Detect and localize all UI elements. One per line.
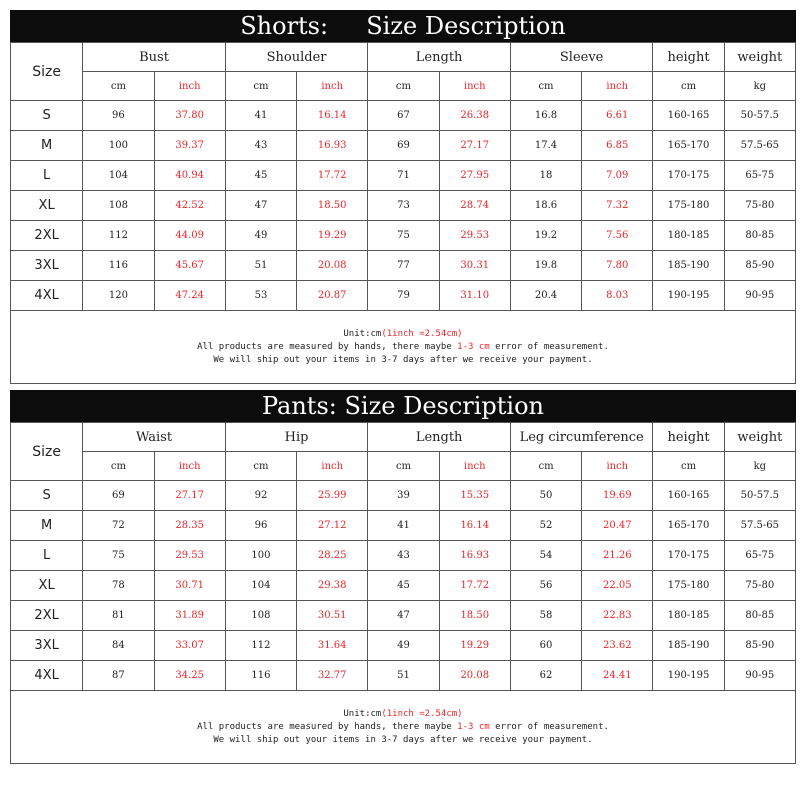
table-cell: 18.50 <box>439 601 510 631</box>
table-cell: 175-180 <box>653 571 724 601</box>
table-cell: 16.14 <box>439 511 510 541</box>
column-group-header: Shoulder <box>225 43 368 72</box>
table-cell: 33.07 <box>154 631 225 661</box>
table-cell: 45 <box>225 161 296 191</box>
table-row <box>11 251 796 281</box>
table-cell: 43 <box>225 131 296 161</box>
unit-header: cm <box>83 72 154 101</box>
table-cell: 96 <box>225 511 296 541</box>
column-group-header: height <box>653 43 724 72</box>
table-cell: 57.5-65 <box>724 131 795 161</box>
table-cell: 80-85 <box>724 221 795 251</box>
table-cell: 34.25 <box>154 661 225 691</box>
size-label: M <box>11 131 83 161</box>
unit-conversion: (1inch =2.54cm) <box>381 328 463 339</box>
table-cell: 20.47 <box>582 511 653 541</box>
table-cell: 39.37 <box>154 131 225 161</box>
size-label: L <box>11 161 83 191</box>
size-label: S <box>11 481 83 511</box>
table-cell: 112 <box>83 221 154 251</box>
table-cell: 116 <box>225 661 296 691</box>
table-cell: 26.38 <box>439 101 510 131</box>
table-cell: 56 <box>510 571 581 601</box>
table-cell: 20.87 <box>297 281 368 311</box>
size-label: L <box>11 541 83 571</box>
measurement-disclaimer <box>11 341 795 354</box>
header-row <box>11 43 796 72</box>
table-cell: 80-85 <box>724 601 795 631</box>
table-row <box>11 541 796 571</box>
table-cell: 170-175 <box>653 541 724 571</box>
shipping-note: We will ship out your items in 3-7 days after we receive your payment. <box>213 734 593 745</box>
table-cell: 17.72 <box>297 161 368 191</box>
unit-header: cm <box>510 452 581 481</box>
table-cell: 43 <box>368 541 439 571</box>
table-row <box>11 481 796 511</box>
table-cell: 18.6 <box>510 191 581 221</box>
table-cell: 67 <box>368 101 439 131</box>
pants-size-table <box>10 422 796 764</box>
unit-header: kg <box>724 72 795 101</box>
table-cell: 17.72 <box>439 571 510 601</box>
column-group-header: Bust <box>83 43 226 72</box>
table-cell: 65-75 <box>724 541 795 571</box>
table-cell: 85-90 <box>724 631 795 661</box>
size-label: 3XL <box>11 251 83 281</box>
header-row <box>11 423 796 452</box>
table-row <box>11 161 796 191</box>
unit-header: inch <box>582 72 653 101</box>
table-cell: 49 <box>225 221 296 251</box>
table-cell: 180-185 <box>653 221 724 251</box>
table-cell: 69 <box>83 481 154 511</box>
table-cell: 79 <box>368 281 439 311</box>
disclaimer-text-c: error of measurement. <box>489 341 609 352</box>
table-cell: 51 <box>368 661 439 691</box>
table-cell: 7.09 <box>582 161 653 191</box>
table-cell: 54 <box>510 541 581 571</box>
size-label: 2XL <box>11 221 83 251</box>
table-cell: 90-95 <box>724 661 795 691</box>
table-cell: 28.35 <box>154 511 225 541</box>
table-cell: 28.25 <box>297 541 368 571</box>
table-cell: 160-165 <box>653 481 724 511</box>
unit-header: cm <box>368 72 439 101</box>
table-cell: 100 <box>83 131 154 161</box>
unit-header: cm <box>510 72 581 101</box>
table-cell: 44.09 <box>154 221 225 251</box>
unit-header: cm <box>83 452 154 481</box>
table-row <box>11 661 796 691</box>
table-cell: 6.85 <box>582 131 653 161</box>
table-row <box>11 511 796 541</box>
table-cell: 92 <box>225 481 296 511</box>
table-cell: 27.95 <box>439 161 510 191</box>
table-cell: 50-57.5 <box>724 481 795 511</box>
table-cell: 27.17 <box>439 131 510 161</box>
size-header: Size <box>11 423 83 481</box>
table-cell: 7.80 <box>582 251 653 281</box>
unit-header: cm <box>653 72 724 101</box>
table-cell: 71 <box>368 161 439 191</box>
table-cell: 75-80 <box>724 571 795 601</box>
unit-header: cm <box>653 452 724 481</box>
column-group-header: height <box>653 423 724 452</box>
table-cell: 60 <box>510 631 581 661</box>
unit-header: kg <box>724 452 795 481</box>
table-cell: 19.2 <box>510 221 581 251</box>
column-group-header: Length <box>368 43 511 72</box>
table-cell: 53 <box>225 281 296 311</box>
table-cell: 190-195 <box>653 281 724 311</box>
unit-header: inch <box>582 452 653 481</box>
table-cell: 30.51 <box>297 601 368 631</box>
table-cell: 175-180 <box>653 191 724 221</box>
table-row <box>11 631 796 661</box>
table-cell: 77 <box>368 251 439 281</box>
shipping-note: We will ship out your items in 3-7 days after we receive your payment. <box>213 354 593 365</box>
table-cell: 6.61 <box>582 101 653 131</box>
table-cell: 41 <box>225 101 296 131</box>
size-label: 4XL <box>11 661 83 691</box>
table-cell: 19.29 <box>439 631 510 661</box>
shorts-size-chart <box>10 10 796 384</box>
disclaimer-text-a: All products are measured by hands, there maybe <box>197 341 458 352</box>
note-row <box>11 311 796 384</box>
table-row <box>11 131 796 161</box>
table-cell: 42.52 <box>154 191 225 221</box>
note-row <box>11 691 796 764</box>
unit-header: inch <box>297 72 368 101</box>
table-cell: 47 <box>368 601 439 631</box>
table-cell: 30.71 <box>154 571 225 601</box>
shorts-title: Shorts: Size Description <box>10 10 796 42</box>
table-cell: 22.83 <box>582 601 653 631</box>
size-label: S <box>11 101 83 131</box>
unit-header: cm <box>368 452 439 481</box>
table-cell: 31.89 <box>154 601 225 631</box>
table-cell: 65-75 <box>724 161 795 191</box>
table-cell: 170-175 <box>653 161 724 191</box>
table-row <box>11 221 796 251</box>
table-cell: 73 <box>368 191 439 221</box>
table-cell: 40.94 <box>154 161 225 191</box>
table-cell: 24.41 <box>582 661 653 691</box>
table-cell: 17.4 <box>510 131 581 161</box>
table-cell: 100 <box>225 541 296 571</box>
table-cell: 50-57.5 <box>724 101 795 131</box>
table-cell: 75 <box>368 221 439 251</box>
table-cell: 185-190 <box>653 631 724 661</box>
table-cell: 81 <box>83 601 154 631</box>
table-cell: 19.69 <box>582 481 653 511</box>
table-cell: 32.77 <box>297 661 368 691</box>
table-cell: 16.93 <box>297 131 368 161</box>
pants-size-chart <box>10 390 796 764</box>
unit-text: Unit:cm <box>343 708 382 719</box>
table-cell: 160-165 <box>653 101 724 131</box>
unit-row <box>11 452 796 481</box>
table-cell: 116 <box>83 251 154 281</box>
table-cell: 180-185 <box>653 601 724 631</box>
table-cell: 96 <box>83 101 154 131</box>
table-cell: 52 <box>510 511 581 541</box>
size-label: 2XL <box>11 601 83 631</box>
table-cell: 90-95 <box>724 281 795 311</box>
table-row <box>11 601 796 631</box>
unit-note <box>11 708 795 721</box>
table-cell: 18.50 <box>297 191 368 221</box>
unit-conversion: (1inch =2.54cm) <box>381 708 463 719</box>
table-row <box>11 281 796 311</box>
measurement-disclaimer <box>11 721 795 734</box>
table-cell: 23.62 <box>582 631 653 661</box>
unit-header: inch <box>154 452 225 481</box>
unit-header: inch <box>439 452 510 481</box>
table-cell: 16.93 <box>439 541 510 571</box>
unit-header: inch <box>297 452 368 481</box>
unit-header: cm <box>225 72 296 101</box>
size-label: 4XL <box>11 281 83 311</box>
unit-header: cm <box>225 452 296 481</box>
table-cell: 190-195 <box>653 661 724 691</box>
table-cell: 29.38 <box>297 571 368 601</box>
table-cell: 31.10 <box>439 281 510 311</box>
error-range: 1-3 cm <box>457 721 490 732</box>
table-cell: 7.56 <box>582 221 653 251</box>
table-cell: 20.4 <box>510 281 581 311</box>
size-header: Size <box>11 43 83 101</box>
table-cell: 104 <box>83 161 154 191</box>
table-cell: 75 <box>83 541 154 571</box>
table-cell: 87 <box>83 661 154 691</box>
table-cell: 7.32 <box>582 191 653 221</box>
column-group-header: Waist <box>83 423 226 452</box>
size-label: XL <box>11 191 83 221</box>
error-range: 1-3 cm <box>457 341 490 352</box>
table-cell: 29.53 <box>154 541 225 571</box>
table-cell: 51 <box>225 251 296 281</box>
table-cell: 27.17 <box>154 481 225 511</box>
table-cell: 21.26 <box>582 541 653 571</box>
disclaimer-text-c: error of measurement. <box>489 721 609 732</box>
table-cell: 20.08 <box>439 661 510 691</box>
table-cell: 39 <box>368 481 439 511</box>
size-label: M <box>11 511 83 541</box>
table-cell: 37.80 <box>154 101 225 131</box>
table-cell: 20.08 <box>297 251 368 281</box>
table-cell: 8.03 <box>582 281 653 311</box>
table-row <box>11 101 796 131</box>
disclaimer-text-a: All products are measured by hands, there maybe <box>197 721 458 732</box>
table-cell: 19.29 <box>297 221 368 251</box>
table-cell: 29.53 <box>439 221 510 251</box>
table-cell: 19.8 <box>510 251 581 281</box>
table-cell: 58 <box>510 601 581 631</box>
table-cell: 16.8 <box>510 101 581 131</box>
measurement-note <box>11 311 796 384</box>
table-cell: 45.67 <box>154 251 225 281</box>
table-cell: 22.05 <box>582 571 653 601</box>
table-cell: 108 <box>225 601 296 631</box>
measurement-note <box>11 691 796 764</box>
column-group-header: weight <box>724 423 795 452</box>
column-group-header: Sleeve <box>510 43 653 72</box>
table-cell: 112 <box>225 631 296 661</box>
table-cell: 165-170 <box>653 511 724 541</box>
table-cell: 85-90 <box>724 251 795 281</box>
table-cell: 75-80 <box>724 191 795 221</box>
table-cell: 49 <box>368 631 439 661</box>
table-cell: 30.31 <box>439 251 510 281</box>
table-cell: 72 <box>83 511 154 541</box>
unit-text: Unit:cm <box>343 328 382 339</box>
column-group-header: Length <box>368 423 511 452</box>
table-cell: 78 <box>83 571 154 601</box>
unit-note <box>11 328 795 341</box>
table-cell: 18 <box>510 161 581 191</box>
size-label: 3XL <box>11 631 83 661</box>
unit-row <box>11 72 796 101</box>
table-cell: 57.5-65 <box>724 511 795 541</box>
table-cell: 31.64 <box>297 631 368 661</box>
unit-header: inch <box>439 72 510 101</box>
table-cell: 16.14 <box>297 101 368 131</box>
table-cell: 41 <box>368 511 439 541</box>
table-cell: 47 <box>225 191 296 221</box>
table-cell: 165-170 <box>653 131 724 161</box>
table-cell: 104 <box>225 571 296 601</box>
table-cell: 45 <box>368 571 439 601</box>
table-cell: 25.99 <box>297 481 368 511</box>
table-cell: 15.35 <box>439 481 510 511</box>
table-cell: 185-190 <box>653 251 724 281</box>
table-cell: 69 <box>368 131 439 161</box>
table-row <box>11 191 796 221</box>
table-cell: 47.24 <box>154 281 225 311</box>
pants-title: Pants: Size Description <box>10 390 796 422</box>
column-group-header: weight <box>724 43 795 72</box>
table-cell: 50 <box>510 481 581 511</box>
table-cell: 27.12 <box>297 511 368 541</box>
table-cell: 28.74 <box>439 191 510 221</box>
table-cell: 84 <box>83 631 154 661</box>
table-cell: 62 <box>510 661 581 691</box>
column-group-header: Leg circumference <box>510 423 653 452</box>
table-cell: 120 <box>83 281 154 311</box>
table-cell: 108 <box>83 191 154 221</box>
column-group-header: Hip <box>225 423 368 452</box>
shorts-size-table <box>10 42 796 384</box>
unit-header: inch <box>154 72 225 101</box>
table-row <box>11 571 796 601</box>
size-label: XL <box>11 571 83 601</box>
